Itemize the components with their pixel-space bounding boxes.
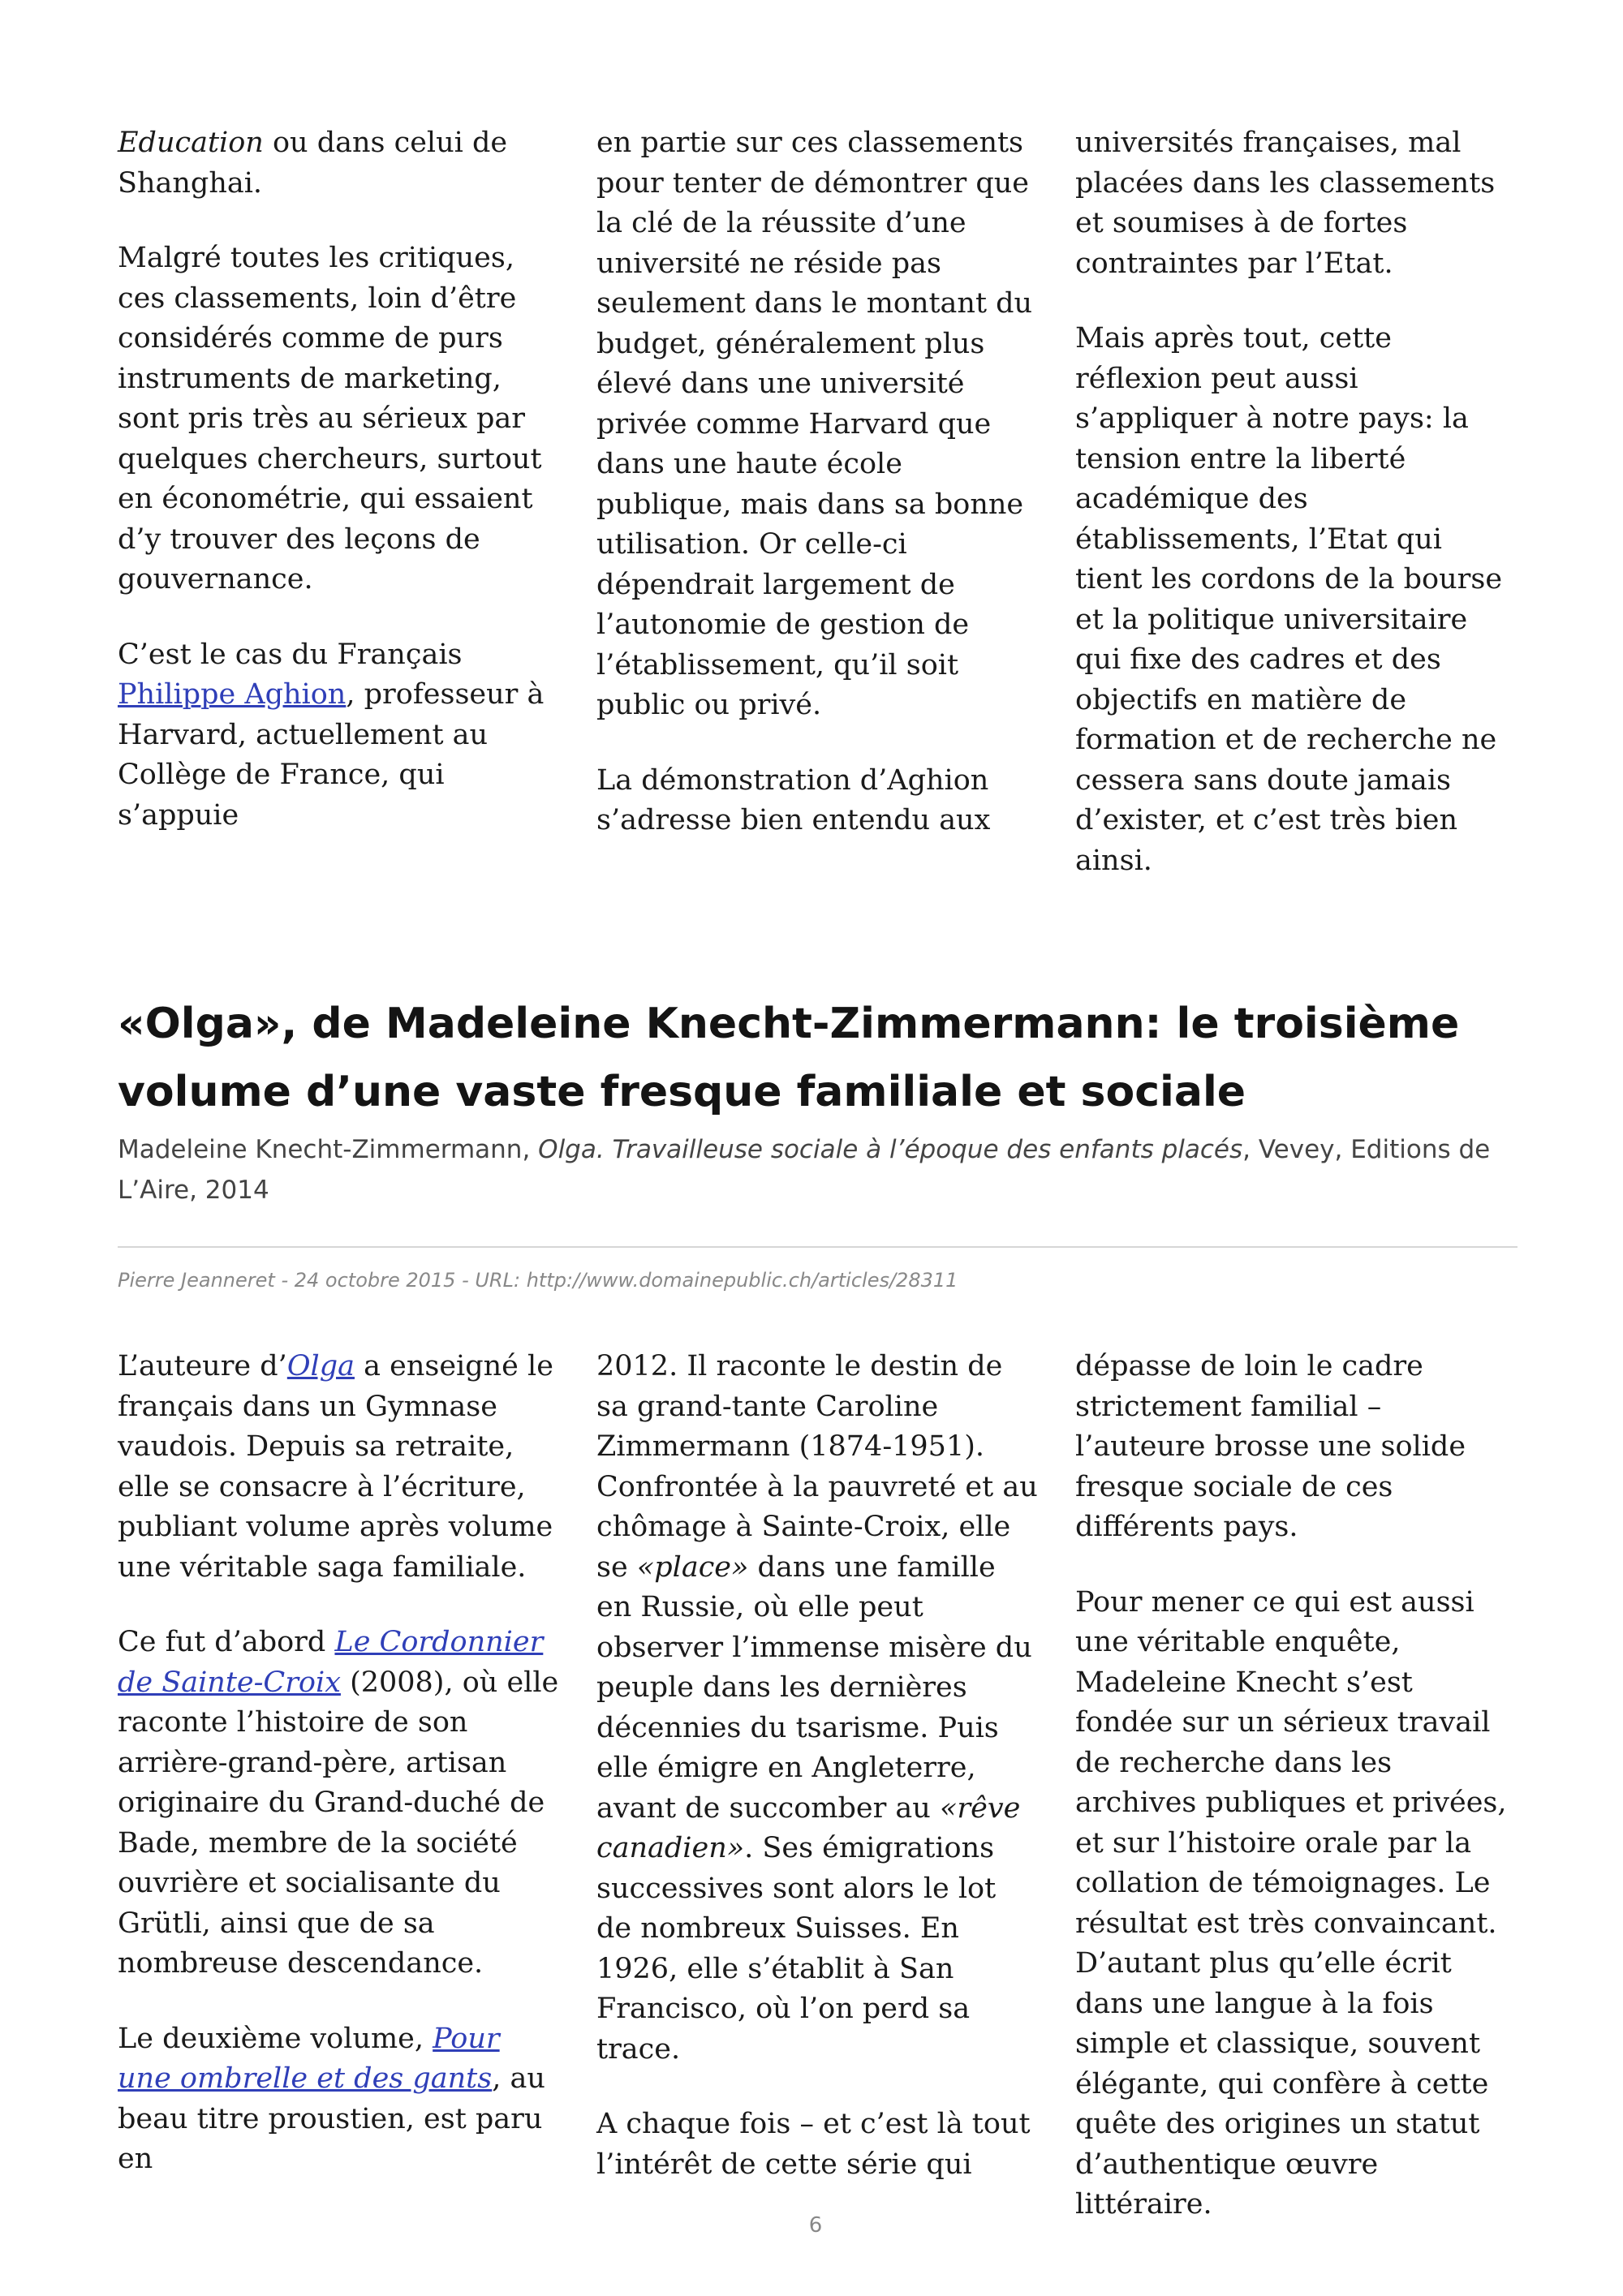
olga-link[interactable]: Olga — [286, 1350, 355, 1382]
book-reference: Madeleine Knecht-Zimmermann, Olga. Travailleuse sociale à l’époque des enfants placés, Vevey, Editions de L’Aire, 2014 — [118, 1135, 1491, 1205]
paragraph: Mais après tout, cette réflexion peut aussi s’appliquer à notre pays: la tension entre la liberté académique des établissements, l’Etat qui tient les cordons de la bourse et la politique universitaire qui fixe des cadres et des objectifs en matière de formation et de recherche ne cessera sans doute jamais d’exister, et c’est très bien ainsi. — [1075, 322, 1503, 877]
paragraph: Le deuxième volume, Pour une ombrelle et des gants, au beau titre proustien, est paru en — [118, 2022, 545, 2175]
paragraph: A chaque fois – et c’est là tout l’intérêt de cette série qui — [596, 2108, 1031, 2181]
paragraph: Pour mener ce qui est aussi une véritable enquête, Madeleine Knecht s’est fondée sur un sérieux travail de recherche dans les archives publiques et privées, et sur l’histoire orale par la collation de témoignages. Le résultat est très convaincant. D’autant plus qu’elle écrit dans une langue à la fois simple et classique, souvent élégante, qui confère à cette quête des origines un statut d’authentique œuvre littéraire. — [1075, 1585, 1507, 2221]
paragraph: Ce fut d’abord Le Cordonnier de Sainte-Croix (2008), où elle raconte l’histoire de son arrière-grand-père, artisan originaire du Grand-duché de Bade, membre de la société ouvrière et socialisante du Grütli, ainsi que de sa nombreuse descendance. — [118, 1626, 559, 1980]
paragraph: 2012. Il raconte le destin de sa grand-tante Caroline Zimmermann (1874-1951). Confrontée à la pauvreté et au chômage à Sainte-Croix, elle se «place» dans une famille en Russie, où elle peut observer l’immense misère du peuple dans les dernières décennies du tsarisme. Puis elle émigre en Angleterre, avant de succomber au «rêve canadien». Ses émigrations successives sont alors le lot de nombreux Suisses. En 1926, elle s’établit à San Francisco, où l’on perd sa trace. — [596, 1350, 1038, 2066]
paragraph: en partie sur ces classements pour tenter de démontrer que la clé de la réussite d’une université ne réside pas seulement dans le montant du budget, généralement plus élevé dans une université privée comme Harvard que dans une haute école publique, mais dans sa bonne utilisation. Or celle-ci dépendrait largement de l’autonomie de gestion de l’établissement, qu’il soit public ou privé. — [596, 127, 1033, 721]
divider — [118, 1246, 1518, 1248]
column-2 — [596, 123, 1039, 881]
column-1 — [118, 123, 560, 881]
article-title: «Olga», de Madeleine Knecht-Zimmermann: le troisième volume d’une vaste fresque familiale et sociale — [118, 1000, 1460, 1116]
philippe-aghion-link[interactable]: Philippe Aghion — [118, 678, 347, 711]
book-title: Olga. Travailleuse sociale à l’époque des enfants placés — [538, 1135, 1243, 1164]
page-number: 6 — [808, 2213, 823, 2238]
paragraph: Malgré toutes les critiques, ces classements, loin d’être considérés comme de purs instruments de marketing, sont pris très au sérieux par quelques chercheurs, surtout en économétrie, qui essaient d’y trouver des leçons de gouvernance. — [118, 242, 542, 595]
paragraph: dépasse de loin le cadre strictement familial – l’auteure brosse une solide fresque sociale de ces différents pays. — [1075, 1350, 1466, 1543]
column-3 — [1075, 1347, 1518, 2225]
column-1 — [118, 1347, 560, 2225]
column-3 — [1075, 123, 1518, 881]
le-cordonnier-link[interactable]: Le Cordonnier de Sainte-Croix — [118, 1626, 544, 1699]
column-2 — [596, 1347, 1039, 2225]
paragraph: La démonstration d’Aghion s’adresse bien entendu aux — [596, 763, 991, 836]
paragraph: universités françaises, mal placées dans les classements et soumises à de fortes contraintes par l’Etat. — [1075, 127, 1496, 280]
previous-article-columns — [118, 123, 1518, 881]
paragraph: L’auteure d’Olga a enseigné le français dans un Gymnase vaudois. Depuis sa retraite, elle se consacre à l’écriture, publiant volume après volume une véritable saga familiale. — [118, 1350, 553, 1584]
paragraph: Education ou dans celui de Shanghai. — [118, 127, 508, 200]
paragraph: C’est le cas du Français Philippe Aghion, professeur à Harvard, actuellement au Collège de France, qui s’appuie — [118, 638, 545, 832]
article-body-columns — [118, 1347, 1518, 2225]
article-meta: Pierre Jeanneret - 24 octobre 2015 - URL: http://www.domainepublic.ch/articles/28311 — [118, 1269, 958, 1292]
pour-une-ombrelle-link[interactable]: Pour une ombrelle et des gants — [118, 2022, 500, 2095]
